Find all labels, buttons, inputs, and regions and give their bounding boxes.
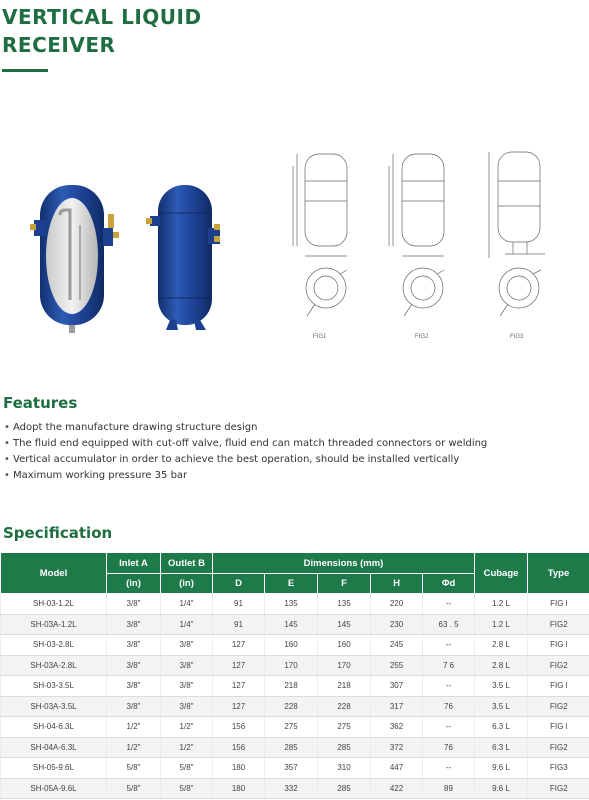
table-cell: 170: [318, 655, 371, 676]
table-cell: 2.8 L: [475, 635, 528, 656]
table-cell: FIG2: [528, 737, 589, 758]
title-underline: [2, 69, 48, 72]
table-cell: 255: [371, 655, 423, 676]
table-cell: 156: [213, 737, 265, 758]
table-cell: SH-03A-3.5L: [1, 696, 107, 717]
table-cell: FIG l: [528, 676, 589, 697]
table-cell: 275: [318, 717, 371, 738]
table-row: [1, 655, 589, 676]
table-cell: SH-03-2.8L: [1, 635, 107, 656]
feature-item: • The fluid end equipped with cut-off valve, fluid end can match threaded connectors or welding: [4, 436, 487, 452]
features-heading: Features: [3, 394, 78, 412]
table-cell: FIG l: [528, 635, 589, 656]
table-cell: 275: [265, 717, 318, 738]
table-row: [1, 737, 589, 758]
table-row: [1, 717, 589, 738]
table-cell: 3/8": [107, 635, 161, 656]
fig1-label: FIG1: [313, 334, 327, 340]
table-cell: 3/8": [161, 676, 213, 697]
col-header-model: Model: [1, 553, 107, 594]
table-cell: --: [423, 717, 475, 738]
table-cell: 3/8": [161, 635, 213, 656]
page-title: [2, 3, 202, 59]
fig2-drawing: [389, 154, 444, 316]
table-cell: --: [423, 676, 475, 697]
table-cell: FIG l: [528, 717, 589, 738]
col-header-e: E: [265, 574, 318, 594]
table-cell: 76: [423, 696, 475, 717]
table-cell: SH-03-1.2L: [1, 594, 107, 615]
table-cell: 228: [265, 696, 318, 717]
table-cell: 3/8": [107, 594, 161, 615]
specification-table-body: [1, 594, 589, 799]
table-cell: 6.3 L: [475, 717, 528, 738]
table-cell: 127: [213, 696, 265, 717]
table-cell: 362: [371, 717, 423, 738]
table-cell: 1/4": [161, 594, 213, 615]
table-cell: 1/2": [107, 717, 161, 738]
col-header-dimensions: Dimensions (mm): [213, 553, 475, 574]
table-row: [1, 778, 589, 799]
table-cell: 3/8": [161, 696, 213, 717]
table-cell: 228: [318, 696, 371, 717]
table-cell: 160: [265, 635, 318, 656]
table-cell: 180: [213, 758, 265, 779]
table-cell: 372: [371, 737, 423, 758]
table-cell: 6.3 L: [475, 737, 528, 758]
table-cell: 91: [213, 594, 265, 615]
fig3-drawing: [489, 152, 545, 316]
table-cell: 91: [213, 614, 265, 635]
col-header-type: Type: [528, 553, 589, 594]
table-cell: 145: [265, 614, 318, 635]
fig1-drawing: [293, 154, 347, 316]
table-cell: 3/8": [161, 655, 213, 676]
table-cell: 332: [265, 778, 318, 799]
cutaway-receiver-photo: [30, 185, 119, 333]
table-row: [1, 614, 589, 635]
table-row: [1, 635, 589, 656]
table-cell: SH-05A-9.6L: [1, 778, 107, 799]
table-row: [1, 676, 589, 697]
table-cell: 3/8": [107, 614, 161, 635]
table-cell: 156: [213, 717, 265, 738]
table-cell: 127: [213, 635, 265, 656]
table-cell: FIG2: [528, 778, 589, 799]
table-cell: 1.2 L: [475, 594, 528, 615]
table-cell: 1/4": [161, 614, 213, 635]
table-cell: 3/8": [107, 655, 161, 676]
table-cell: 1/2": [161, 717, 213, 738]
col-header-outlet-unit: (in): [161, 574, 213, 594]
table-cell: --: [423, 635, 475, 656]
table-cell: --: [423, 758, 475, 779]
table-cell: 3.5 L: [475, 676, 528, 697]
table-cell: 3.5 L: [475, 696, 528, 717]
feature-item: • Vertical accumulator in order to achieve the best operation, should be installed vertically: [4, 452, 487, 468]
table-cell: 220: [371, 594, 423, 615]
table-cell: 285: [318, 737, 371, 758]
table-cell: FIG3: [528, 758, 589, 779]
table-row: [1, 594, 589, 615]
table-cell: 135: [318, 594, 371, 615]
table-cell: 5/8": [161, 758, 213, 779]
table-cell: FIG2: [528, 655, 589, 676]
col-header-h: H: [371, 574, 423, 594]
table-cell: SH-05-9.6L: [1, 758, 107, 779]
table-cell: 1/2": [107, 737, 161, 758]
table-cell: 245: [371, 635, 423, 656]
col-header-cubage: Cubage: [475, 553, 528, 594]
table-cell: 1/2": [161, 737, 213, 758]
col-header-phid: Φd: [423, 574, 475, 594]
table-row: [1, 758, 589, 779]
table-cell: SH-04A-6.3L: [1, 737, 107, 758]
table-cell: 89: [423, 778, 475, 799]
table-cell: 180: [213, 778, 265, 799]
table-cell: 5/8": [107, 778, 161, 799]
table-cell: SH-03-3.5L: [1, 676, 107, 697]
side-view-receiver-photo: [146, 185, 220, 330]
col-header-outlet: Outlet B: [161, 553, 213, 574]
table-cell: 170: [265, 655, 318, 676]
table-cell: 7 6: [423, 655, 475, 676]
col-header-f: F: [318, 574, 371, 594]
page-title-line-1: VERTICAL LIQUID: [2, 5, 202, 29]
table-cell: 230: [371, 614, 423, 635]
table-cell: FIG2: [528, 696, 589, 717]
table-cell: 285: [318, 778, 371, 799]
table-cell: 310: [318, 758, 371, 779]
feature-item: • Maximum working pressure 35 bar: [4, 468, 487, 484]
table-cell: 357: [265, 758, 318, 779]
specification-heading: Specification: [3, 524, 113, 542]
table-cell: 145: [318, 614, 371, 635]
table-cell: 127: [213, 655, 265, 676]
table-cell: 3/8": [107, 676, 161, 697]
page-title-line-2: RECEIVER: [2, 33, 116, 57]
table-cell: 76: [423, 737, 475, 758]
features-list: [4, 420, 487, 484]
col-header-inlet-unit: (in): [107, 574, 161, 594]
table-cell: 218: [318, 676, 371, 697]
table-cell: SH-03A-2.8L: [1, 655, 107, 676]
table-cell: 317: [371, 696, 423, 717]
fig2-label: FIG2: [415, 334, 429, 340]
table-cell: 127: [213, 676, 265, 697]
table-cell: 307: [371, 676, 423, 697]
table-cell: 63 . 5: [423, 614, 475, 635]
table-cell: 285: [265, 737, 318, 758]
table-cell: 1.2 L: [475, 614, 528, 635]
table-cell: 2.8 L: [475, 655, 528, 676]
fig3-label: FIG3: [510, 334, 524, 340]
col-header-d: D: [213, 574, 265, 594]
technical-drawings: [285, 146, 585, 346]
table-cell: SH-03A-1.2L: [1, 614, 107, 635]
table-cell: 9.6 L: [475, 778, 528, 799]
table-cell: 3/8": [107, 696, 161, 717]
col-header-inlet: Inlet A: [107, 553, 161, 574]
table-cell: SH-04-6.3L: [1, 717, 107, 738]
table-cell: 5/8": [161, 778, 213, 799]
table-cell: 160: [318, 635, 371, 656]
specification-table: [0, 552, 589, 799]
table-cell: 135: [265, 594, 318, 615]
table-cell: FIG2: [528, 614, 589, 635]
table-cell: 422: [371, 778, 423, 799]
feature-item: • Adopt the manufacture drawing structure design: [4, 420, 487, 436]
product-photos: [0, 140, 250, 340]
table-cell: 218: [265, 676, 318, 697]
table-row: [1, 696, 589, 717]
table-cell: 447: [371, 758, 423, 779]
table-cell: 9.6 L: [475, 758, 528, 779]
table-cell: --: [423, 594, 475, 615]
table-cell: FIG l: [528, 594, 589, 615]
table-cell: 5/8": [107, 758, 161, 779]
